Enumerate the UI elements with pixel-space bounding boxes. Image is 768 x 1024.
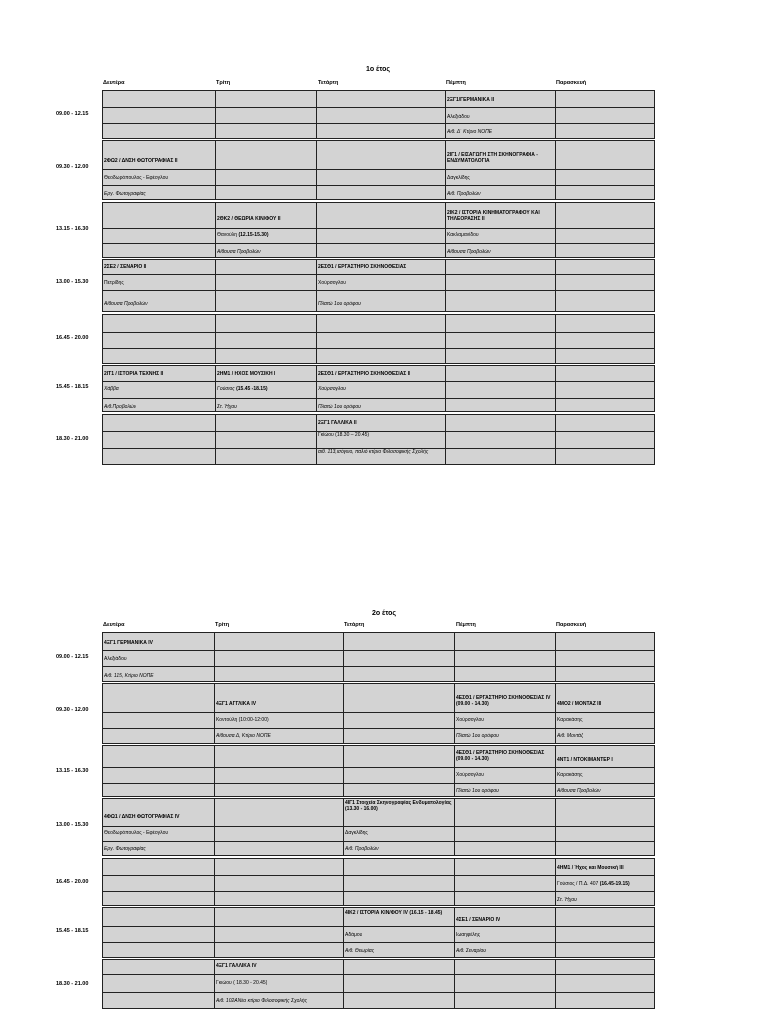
course-title: 2ΕΣΘ1 / ΕΡΓΑΣΤΗΡΙΟ ΣΚΗΝΟΘΕΣΙΑΣ [318,264,407,270]
room: Αίθουσα Δ, Κτίριο ΝΟΠΕ [216,733,271,739]
room: Εργ. Φωτογραφίας [104,191,146,197]
room: Αίθουσα Προβολών [217,249,261,255]
course-title: 4ΕΣΘ1 / ΕΡΓΑΣΤΗΡΙΟ ΣΚΗΝΟΘΕΣΙΑΣ (09.00 - 14.30) [456,750,545,762]
instructor: Χούρσογλου [318,280,347,286]
room: Αίθουσα Προβολών [104,301,148,307]
instructor: Χάββα [104,386,119,392]
room: Αιθ. Προβολών [447,191,481,197]
course-title: 2ΦΩ2 / ΔΝΣΗ ΦΩΤΟΓΡΑΦΙΑΣ ΙΙ [104,158,178,164]
year2-day-header-tue: Τρίτη [215,622,230,628]
course-title: 2ΗΜ1 / ΗΧΟΣ ΜΟΥΣΙΚΗ Ι [217,371,276,377]
course-title: 4ΜΟ2 / ΜΟΝΤΑΖ ΙΙΙ [557,701,602,707]
year1-time-4: 13.00 - 15.30 [56,279,89,285]
course-title: 4ΦΩ1 / ΔΝΣΗ ΦΩΤΟΓΡΑΦΙΑΣ IV [104,814,180,820]
year1-title: 1ο έτος [365,66,391,73]
year2-day-header-wed: Τετάρτη [344,622,365,628]
instructor: Ιωαηφέλης [456,932,481,938]
year1-timeslot-block [102,259,655,312]
instructor: Δαγκλίδης [345,830,368,836]
year1-day-header-wed: Τετάρτη [318,80,339,86]
room: Αιθ. Δ΄ Κτίριο ΝΟΠΕ [447,129,493,135]
room: Αιθ. 115, Κτίριο ΝΟΠΕ [104,673,154,679]
instructor: Γκιώου ( 18.30 - 20.45) [216,980,268,986]
year1-time-2: 09.30 - 12.00 [56,164,89,170]
course-title: 2ΙΚ2 / ΙΣΤΟΡΙΑ ΚΙΝΗΜΑΤΟΓΡΑΦΟΥ ΚΑΙ ΤΗΛΕΟΡΑΣΗΣ ΙΙ [447,210,540,222]
room: Αιθ.Προβολών [104,404,137,410]
year2-time-2: 09.30 - 12.00 [56,707,89,713]
course-title: 2ΕΣΘ1 / ΕΡΓΑΣΤΗΡΙΟ ΣΚΗΝΟΘΕΣΙΑΣ ΙΙ [318,371,411,377]
year2-timeslot-block [102,959,655,1009]
instructor: Αλεξιάδου [447,114,470,120]
course-title: 4ΞΓ1 ΓΑΛΛΙΚΑ IV [216,963,257,969]
instructor: Γούσιος (15.45 -18.15) [217,386,268,392]
year2-timeslot-block [102,683,655,744]
instructor: Χούρσογλου [456,772,485,778]
course-title: 4ΞΓ1 ΓΕΡΜΑΝΙΚΑ ΙV [104,640,153,646]
instructor: Γκίώου (18.30 – 20.45) [318,432,370,438]
course-title: 4ΙΚ2 / ΙΣΤΟΡΙΑ ΚΙΝ/ΦΟΥ IV (16.15 - 18.45) [345,910,443,916]
instructor: Κακλαμανίδου [447,232,479,238]
year1-time-7: 18.30 - 21.00 [56,436,89,442]
instructor: Αδάμου [345,932,363,938]
year1-day-header-fri: Παρασκευή [556,80,587,86]
room: Αιθ. Θεωρίας [345,948,375,954]
course-title: 2ΣΕ2 / ΣΕΝΑΡΙΟ ΙΙ [104,264,147,270]
course-title: 2ΞΓ1 ΓΑΛΛΙΚΑ ΙΙ [318,420,357,426]
year1-timeslot-block [102,365,655,412]
year2-timeslot-block [102,798,655,856]
year1-timeslot-block [102,414,655,465]
room: Πλατώ 1ου ορόφου [318,404,361,410]
year1-timeslot-block [102,314,655,364]
course-title: 2ΙΓ1 / ΕΙΣΑΓΩΓΗ ΣΤΗ ΣΚΗΝΟΓΡΑΦΙΑ - ΕΝΔΥΜΑΤΟΛΟΓΙΑ [447,152,538,164]
instructor: Χούρσογλου [456,717,485,723]
room: Πλατώ 1ου ορόφου [318,301,361,307]
year1-time-3: 13.15 - 16.30 [56,226,89,232]
year2-time-5: 16.45 - 20.00 [56,879,89,885]
room: Αιθ. Προβολών [345,846,379,852]
course-title: 4ΞΓ1 ΑΓΓΛΙΚΑ IV [216,701,257,707]
year2-time-6: 15.45 - 18.15 [56,928,89,934]
instructor: Κοντούλη (10:00-12:00) [216,717,269,723]
year2-title: 2ο έτος [371,610,397,617]
instructor: Χούρσογλου [318,386,346,392]
year1-time-5: 16.45 - 20.00 [56,335,89,341]
year2-time-7: 18.30 - 21.00 [56,981,89,987]
year2-timeslot-block [102,907,655,958]
instructor: Καρακάσης [557,772,583,778]
instructor: Αλεξιάδου [104,656,127,662]
year2-timeslot-block [102,632,655,682]
room: Πλατώ 1ου ορόφου [456,733,499,739]
year1-timeslot-block [102,202,655,258]
year1-time-1: 09.00 - 12.15 [56,111,89,117]
year2-day-header-thu: Πέμπτη [456,622,476,628]
course-title: 2ΘΚ2 / ΘΕΩΡΙΑ ΚΙΝ/ΦΟΥ ΙΙ [217,216,281,222]
year1-time-6: 15.45 - 18.15 [56,384,89,390]
course-title: 2ΞΓ1/ΓΕΡΜΑΝΙΚΑ ΙΙ [447,97,495,103]
year2-time-4: 13.00 - 15.30 [56,822,89,828]
instructor: Θανούλη (12.15-15.30) [217,232,269,238]
course-title: 4ΙΓ1 Στοιχεία Σκηνογραφίας Ενδυματολογίας (13.30 - 16.00) [345,800,452,812]
year2-day-header-fri: Παρασκευή [556,622,587,628]
year1-day-header-thu: Πέμπτη [446,80,466,86]
year2-time-3: 13.15 - 16.30 [56,768,89,774]
course-title: 4ΗΜ1 / Ήχος και Μουσική ΙΙΙ [557,865,624,871]
room: Αίθουσα Προβολών [557,788,601,794]
room: Αιθ. Σεναρίου [456,948,486,954]
instructor: Καρακάσης [557,717,583,723]
year1-day-header-tue: Τρίτη [216,80,231,86]
course-title: 2ΙΤ1 / ΙΣΤΟΡΙΑ ΤΕΧΝΗΣ ΙΙ [104,371,164,377]
instructor: Θεοδωρόπουλος - Εφέογλου [104,830,169,836]
year1-timeslot-block [102,140,655,200]
room: Αίθουσα Προβολών [447,249,491,255]
instructor: Γούσιος / Π.Δ. 407 (16.45-19.15) [557,881,630,887]
course-title: 4ΣΕ1 / ΣΕΝΑΡΙΟ IV [456,917,501,923]
room: Στ. Ήχου [557,897,577,903]
year2-timeslot-block [102,745,655,797]
year1-timeslot-block [102,90,655,139]
room: Στ. Ήχου [217,404,237,410]
room: Εργ. Φωτογραφίας [104,846,146,852]
year2-day-header-mon: Δευτέρα [103,622,125,628]
instructor: Δαγκλίδης [447,175,470,181]
room: Πλατώ 1ου ορόφου [456,788,499,794]
instructor: Θεοδωρόπουλος - Εφέογλου [104,175,169,181]
year2-timeslot-block [102,858,655,906]
room: Αιθ. 102ΑΝέο κτίριο Φιλοσοφικής Σχολής [216,998,308,1004]
room: αιθ. 113,ισόγειο, παλιό κτίριο Φιλοσοφικής Σχολής [318,449,429,455]
year2-time-1: 09.00 - 12.15 [56,654,89,660]
room: Αιθ. Μοντάζ [557,733,584,739]
year1-day-header-mon: Δευτέρα [103,80,125,86]
instructor: Πετρίδης [104,280,124,286]
course-title: 4ΝΤ1 / ΝΤΟΚΙΜΑΝΤΕΡ Ι [557,757,613,763]
course-title: 4ΕΣΘ1 / ΕΡΓΑΣΤΗΡΙΟ ΣΚΗΝΟΘΕΣΙΑΣ IV (09.00 - 14.30) [456,695,551,707]
